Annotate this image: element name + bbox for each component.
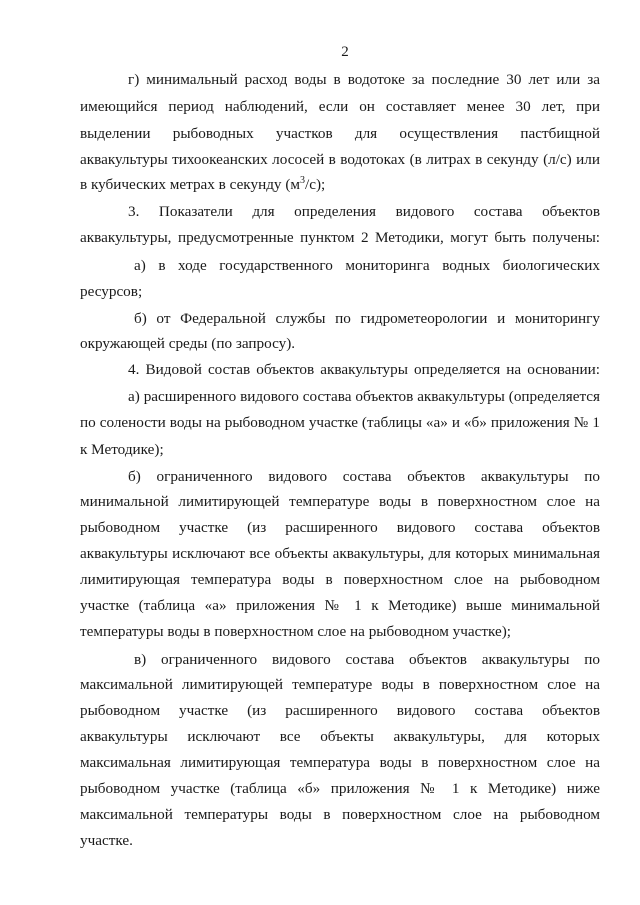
text-line: максимальная лимитирующая температура воды в поверхностном слое на xyxy=(80,754,600,771)
text-line: аквакультуры тихоокеанских лососей в водотоках (в литрах в секунду (л/с) или xyxy=(80,151,600,168)
text-line: окружающей среды (по запросу). xyxy=(80,335,296,352)
text-line: а) в ходе государственного мониторинга водных биологических xyxy=(134,257,600,274)
text-line: аквакультуры, предусмотренные пунктом 2 Методики, могут быть получены: xyxy=(80,229,600,246)
text-fragment: /с); xyxy=(304,176,326,193)
text-line: в) ограниченного видового состава объектов аквакультуры по xyxy=(134,651,600,668)
text-line: по солености воды на рыбоводном участке (таблицы «а» и «б» приложения № 1 xyxy=(80,414,600,431)
text-line: температуры воды в поверхностном слое на рыбоводном участке); xyxy=(80,623,511,640)
text-line: участке. xyxy=(80,832,133,849)
text-line: аквакультуры исключают все объекты аквакультуры, для которых xyxy=(80,728,600,745)
text-line: минимальной лимитирующей температуре воды в поверхностном слое на xyxy=(80,493,600,510)
text-line: лимитирующая температура воды в поверхностном слое на рыбоводном xyxy=(80,571,600,588)
text-line: максимальной температуры воды в поверхностном слое на рыбоводном xyxy=(80,806,600,823)
text-line xyxy=(80,175,600,195)
text-fragment: в кубических метрах в секунду (м xyxy=(80,176,300,193)
text-line: г) минимальный расход воды в водотоке за последние 30 лет или за xyxy=(128,71,600,88)
text-line: 4. Видовой состав объектов аквакультуры определяется на основании: xyxy=(128,361,600,378)
text-line: б) от Федеральной службы по гидрометеорологии и мониторингу xyxy=(134,310,600,327)
text-line: к Методике); xyxy=(80,441,164,458)
text-line: ресурсов; xyxy=(80,283,143,300)
text-line: рыбоводном участке (из расширенного видового состава объектов xyxy=(80,702,600,719)
text-line: выделении рыбоводных участков для осуществления пастбищной xyxy=(80,125,600,142)
text-line: а) расширенного видового состава объектов аквакультуры (определяется xyxy=(128,388,600,405)
text-line: б) ограниченного видового состава объектов аквакультуры по xyxy=(128,468,600,485)
text-line: рыбоводном участке (таблица «б» приложения № 1 к Методике) ниже xyxy=(80,780,600,797)
text-line: участке (таблица «а» приложения № 1 к Методике) выше минимальной xyxy=(80,597,600,614)
text-line: аквакультуры исключают все объекты аквакультуры, для которых минимальная xyxy=(80,545,600,562)
text-line: 3. Показатели для определения видового состава объектов xyxy=(128,203,600,220)
text-line: имеющийся период наблюдений, если он составляет менее 30 лет, при xyxy=(80,98,600,115)
text-line: максимальной лимитирующей температуре воды в поверхностном слое на xyxy=(80,676,600,693)
superscript: 3 xyxy=(299,175,305,186)
text-line: рыбоводном участке (из расширенного видового состава объектов xyxy=(80,519,600,536)
page-number: 2 xyxy=(341,44,349,60)
